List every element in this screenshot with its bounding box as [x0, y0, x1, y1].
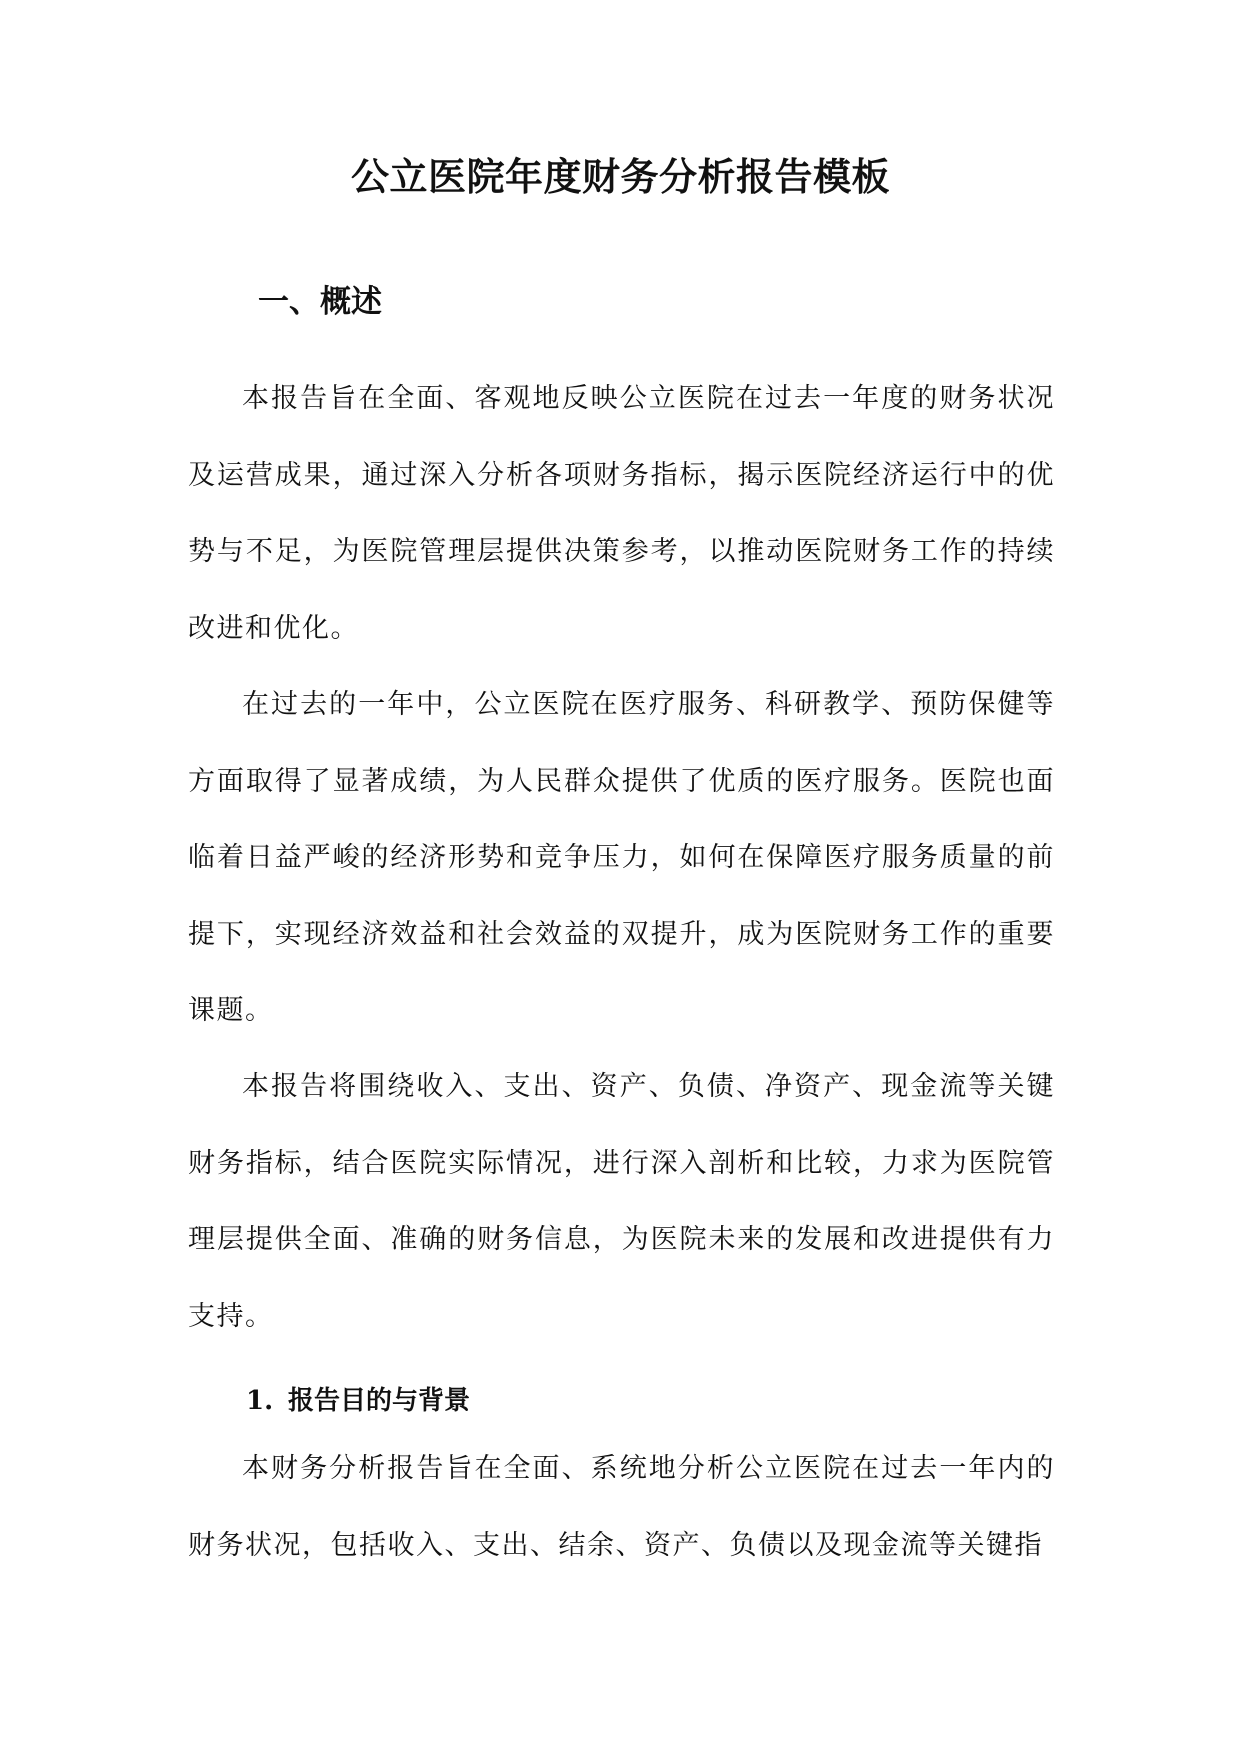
section-heading-overview: 一、概述: [258, 284, 382, 320]
subsection-number: 1.: [246, 1386, 274, 1416]
paragraph: 在过去的一年中，公立医院在医疗服务、科研教学、预防保健等方面取得了显著成绩，为人民群众提供了优质的医疗服务。医院也面临着日益严峻的经济形势和竞争压力，如何在保障医疗服务质量的前提下，实现经济效益和社会效益的双提升，成为医院财务工作的重要课题。: [188, 689, 1055, 1026]
paragraph: 本报告旨在全面、客观地反映公立医院在过去一年度的财务状况及运营成果，通过深入分析各项财务指标，揭示医院经济运行中的优势与不足，为医院管理层提供决策参考，以推动医院财务工作的持续改进和优化。: [188, 383, 1055, 644]
paragraph: 本财务分析报告旨在全面、系统地分析公立医院在过去一年内的财务状况，包括收入、支出、结余、资产、负债以及现金流等关键指: [188, 1453, 1055, 1561]
document-title: 公立医院年度财务分析报告模板: [350, 154, 890, 199]
subsection-title: 报告目的与背景: [288, 1386, 471, 1416]
subsection-heading: [246, 1381, 470, 1421]
paragraph: 本报告将围绕收入、支出、资产、负债、净资产、现金流等关键财务指标，结合医院实际情况，进行深入剖析和比较，力求为医院管理层提供全面、准确的财务信息，为医院未来的发展和改进提供有力支持。: [188, 1071, 1055, 1332]
